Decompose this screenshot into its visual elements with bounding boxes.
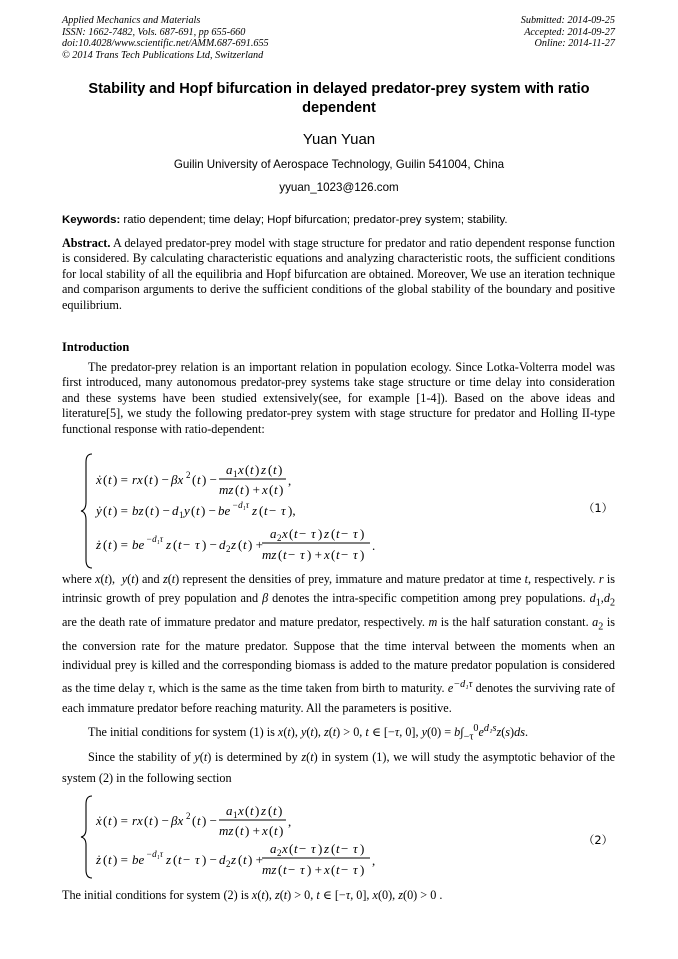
svg-text:(: (: [245, 462, 250, 477]
svg-text:t: t: [336, 841, 340, 856]
svg-text:(: (: [269, 823, 274, 838]
keywords: [62, 214, 616, 226]
svg-text:2: 2: [226, 859, 231, 869]
svg-text:τ: τ: [353, 526, 358, 541]
svg-text:y: y: [184, 503, 190, 518]
abstract-label: Abstract.: [62, 236, 111, 250]
svg-text:z: z: [324, 526, 330, 541]
svg-text:−d₁τ: −d₁τ: [146, 849, 163, 859]
svg-text:be: be: [132, 852, 145, 867]
svg-text:d: d: [219, 852, 226, 867]
svg-text:−: −: [341, 862, 349, 877]
author-affiliation: Guilin University of Aerospace Technology, Guilin 541004, China: [173, 158, 505, 171]
svg-text:2: 2: [277, 533, 282, 543]
online-date: Online: 2014-11-27: [534, 38, 615, 50]
svg-text:x: x: [324, 547, 330, 562]
svg-text:): ): [360, 841, 365, 856]
svg-text:(: (: [289, 841, 294, 856]
equation-system-2: [78, 794, 388, 880]
svg-text:(: (: [245, 803, 250, 818]
svg-text:(: (: [269, 482, 274, 497]
svg-text:) +: ) +: [248, 537, 263, 552]
svg-text:t: t: [149, 472, 153, 487]
svg-text:βx: βx: [171, 813, 184, 828]
svg-text:t: t: [108, 537, 112, 552]
svg-text:(: (: [235, 482, 240, 497]
svg-text:−: −: [341, 547, 349, 562]
text-run: where: [62, 572, 92, 586]
svg-text:be: be: [218, 503, 231, 518]
svg-text:τ: τ: [353, 547, 358, 562]
svg-text:) =: ) =: [113, 472, 128, 487]
svg-text:−: −: [341, 526, 349, 541]
svg-text:,: ,: [288, 814, 292, 829]
svg-text:2: 2: [277, 848, 282, 858]
svg-text:(: (: [331, 526, 336, 541]
svg-text:t: t: [336, 547, 340, 562]
svg-text:−d₁τ: −d₁τ: [232, 500, 249, 510]
text-run: denotes the intra-specific competition among prey populations.: [272, 591, 586, 606]
abstract-text: A delayed predator-prey model with stage structure for predator and ratio dependent response function is considered. By calculating characteristic equations and analyzing characteristic roots, the sufficient conditions for local stability of all the equilibria and Hopf bifurcation are obtained. Moreover, We use an iteration technique and comparison arguments to derive the sufficient conditions of the global stability of the boundary and positive equilibrium.: [62, 236, 615, 312]
svg-text:2: 2: [186, 470, 191, 480]
svg-text:−: −: [288, 862, 296, 877]
svg-text:τ: τ: [300, 547, 305, 562]
svg-text:) −: ) −: [155, 503, 170, 518]
svg-text:mz: mz: [262, 862, 277, 877]
svg-text:t: t: [197, 472, 201, 487]
svg-text:z: z: [252, 503, 258, 518]
svg-text:) −: ) −: [202, 852, 217, 867]
svg-text:) −: ) −: [154, 472, 169, 487]
author-name: Yuan Yuan: [302, 131, 376, 148]
svg-text:1: 1: [233, 469, 238, 479]
abstract: [62, 236, 615, 313]
svg-text:z: z: [261, 462, 267, 477]
svg-text:): ): [318, 526, 323, 541]
svg-text:(: (: [103, 852, 108, 867]
accepted-date: Accepted: 2014-09-27: [524, 26, 615, 38]
author-email: yyuan_1023@126.com: [279, 181, 399, 194]
svg-text:) =: ) =: [113, 503, 128, 518]
equation-number-2: （2）: [583, 833, 614, 847]
svg-text:z: z: [166, 852, 172, 867]
svg-text:t: t: [108, 503, 112, 518]
svg-text:t: t: [283, 547, 287, 562]
svg-text:t: t: [274, 823, 278, 838]
svg-text:z: z: [166, 537, 172, 552]
svg-text:x: x: [238, 803, 244, 818]
svg-text:(: (: [289, 526, 294, 541]
svg-text:ẏ: ẏ: [96, 503, 102, 518]
svg-text:(: (: [103, 503, 108, 518]
text-run: Since the stability of: [88, 750, 191, 764]
svg-text:x: x: [262, 823, 268, 838]
text-run: The initial conditions for system (2) is: [62, 888, 249, 902]
svg-text:(: (: [268, 462, 273, 477]
svg-text:) =: ) =: [113, 852, 128, 867]
equation-system-1: [78, 452, 388, 570]
svg-text:mz: mz: [262, 547, 277, 562]
svg-text:t: t: [196, 503, 200, 518]
svg-text:t: t: [149, 813, 153, 828]
svg-text:(: (: [192, 813, 197, 828]
svg-text:t: t: [283, 862, 287, 877]
svg-text:2: 2: [186, 811, 191, 821]
svg-text:(: (: [103, 472, 108, 487]
svg-text:τ: τ: [311, 526, 316, 541]
svg-text:t: t: [250, 462, 254, 477]
svg-text:a: a: [270, 526, 277, 541]
variable-definitions-paragraph: where x(t), y(t) and z(t) represent the densities of prey, immature and mature predator at time t, respectively. r is intrinsic growth of prey population and β denotes the intra-specific competition among prey populations. $d_1,d_2$ are the death rate of immature predator and mature predator, respectively. m is the half saturation constant. $a_2$ is the conversion rate for the mature predator. Suppose that the time interval between the moments when an individual prey is killed and the corresponding biomass is added to the mature predator population is considered as the time delay τ, which is the same as the time taken from birth to maturity. $e^{-d_1\tau}$ denotes the surviving rate of each immature predator before reaching maturity. All the parameters is positive.: [62, 572, 616, 715]
svg-text:t: t: [240, 482, 244, 497]
svg-text:ẋ: ẋ: [96, 813, 102, 828]
text-run: which is the same as the time taken from birth to maturity.: [158, 681, 445, 696]
svg-text:t: t: [108, 813, 112, 828]
introduction-paragraph: The predator-prey relation is an important relation in population ecology. Since Lotka-Volterra model was first introduced, many autonomous predator-prey systems take stage structure or time delay into consideration and these systems have been studied extensively(see, for example [1-4]). Based on the above ideas and literature[5], we study the following predator-prey system with stage structure for predator and Holling II-type functional response with ratio-dependent:: [62, 360, 615, 436]
svg-text:,: ,: [372, 853, 376, 868]
svg-text:): ): [360, 526, 365, 541]
text-run: in system (1), we will study the asymptotic behavior of the system (2) in the following section: [62, 750, 616, 785]
svg-text:z: z: [324, 841, 330, 856]
svg-text:t: t: [273, 462, 277, 477]
svg-text:(: (: [173, 852, 178, 867]
svg-text:(: (: [331, 862, 336, 877]
svg-text:t: t: [243, 537, 247, 552]
svg-text:) −: ) −: [202, 813, 217, 828]
svg-text:a: a: [270, 841, 277, 856]
svg-text:) +: ) +: [248, 852, 263, 867]
text-run: is the conversion rate for the mature predator. Suppose that the time interval between the moments when an individual prey is killed and the corresponding biomass is added to the mature predator population is considered as the time delay: [62, 615, 615, 696]
journal-issn: ISSN: 1662-7482, Vols. 687-691, pp 655-660: [62, 26, 246, 38]
svg-text:ẋ: ẋ: [96, 472, 102, 487]
svg-text:rx: rx: [132, 472, 143, 487]
svg-text:(: (: [103, 813, 108, 828]
svg-text:d: d: [172, 503, 179, 518]
svg-text:) =: ) =: [113, 537, 128, 552]
keywords-text: ratio dependent; time delay; Hopf bifurcation; predator-prey system; stability.: [123, 214, 508, 226]
journal-copyright: © 2014 Trans Tech Publications Ltd, Switzerland: [62, 49, 264, 61]
text-run: and: [142, 572, 160, 586]
svg-text:τ: τ: [195, 852, 200, 867]
svg-text:) =: ) =: [113, 813, 128, 828]
journal-name: Applied Mechanics and Materials: [62, 15, 201, 26]
svg-text:t: t: [178, 537, 182, 552]
svg-text:x: x: [262, 482, 268, 497]
svg-text:): ): [360, 547, 365, 562]
svg-text:(: (: [144, 472, 149, 487]
svg-text:x: x: [238, 462, 244, 477]
svg-text:a: a: [226, 803, 233, 818]
svg-text:): ): [278, 803, 283, 818]
svg-text:) +: ) +: [307, 862, 322, 877]
text-run: are the death rate of immature predator and mature predator, respectively.: [62, 615, 425, 630]
text-run: represent the densities of prey, immature and mature predator at time: [182, 572, 522, 586]
svg-text:(: (: [144, 813, 149, 828]
equation-number-1: （1）: [583, 501, 614, 515]
svg-text:) −: ) −: [154, 813, 169, 828]
svg-text:t: t: [240, 823, 244, 838]
svg-text:) −: ) −: [201, 503, 216, 518]
svg-text:,: ,: [288, 473, 292, 488]
svg-text:t: t: [108, 472, 112, 487]
paper-title: Stability and Hopf bifurcation in delayed predator-prey system with ratio dependent: [88, 81, 590, 116]
svg-text:−: −: [299, 526, 307, 541]
svg-text:): ): [278, 462, 283, 477]
svg-text:): ): [255, 803, 260, 818]
svg-text:): ): [279, 482, 284, 497]
section-heading-introduction: Introduction: [62, 340, 130, 354]
svg-text:−: −: [299, 841, 307, 856]
svg-text:(: (: [268, 803, 273, 818]
svg-text:τ: τ: [353, 841, 358, 856]
svg-text:τ: τ: [311, 841, 316, 856]
svg-text:1: 1: [233, 810, 238, 820]
text-run: is the half saturation constant.: [440, 615, 589, 630]
svg-text:t: t: [243, 852, 247, 867]
svg-text:t: t: [150, 503, 154, 518]
svg-text:t: t: [264, 503, 268, 518]
svg-text:z: z: [231, 537, 237, 552]
svg-text:mz: mz: [219, 482, 234, 497]
svg-text:t: t: [250, 803, 254, 818]
svg-text:) −: ) −: [202, 472, 217, 487]
svg-text:ż: ż: [96, 537, 102, 552]
text-run: is determined by: [215, 750, 298, 764]
svg-text:): ): [360, 862, 365, 877]
svg-text:(: (: [191, 503, 196, 518]
svg-text:−: −: [183, 852, 191, 867]
text-run: The initial conditions for system (1) is: [88, 725, 275, 740]
svg-text:) +: ) +: [307, 547, 322, 562]
svg-text:(: (: [192, 472, 197, 487]
svg-text:τ: τ: [281, 503, 286, 518]
svg-text:(: (: [259, 503, 264, 518]
publication-dates: [521, 15, 615, 50]
svg-text:t: t: [197, 813, 201, 828]
svg-text:(: (: [235, 823, 240, 838]
svg-text:t: t: [294, 841, 298, 856]
text-run: respectively.: [534, 572, 596, 586]
svg-text:): ): [279, 823, 284, 838]
svg-text:x: x: [282, 526, 288, 541]
svg-text:),: ),: [288, 503, 296, 518]
svg-text:t: t: [274, 482, 278, 497]
svg-text:x: x: [324, 862, 330, 877]
svg-text:z: z: [261, 803, 267, 818]
svg-text:βx: βx: [171, 472, 184, 487]
text-run: is intrinsic growth of prey population and: [62, 572, 616, 606]
initial-conditions-1: The initial conditions for system (1) is x(t), y(t), z(t) > 0, t ∈ [−τ, 0], $y(0) = b\int_{-\tau}^0e^{d_1s}z(s)ds$.: [88, 723, 528, 743]
svg-text:1: 1: [179, 510, 184, 520]
svg-text:a: a: [226, 462, 233, 477]
svg-text:d: d: [219, 537, 226, 552]
svg-text:(: (: [278, 862, 283, 877]
svg-text:−: −: [183, 537, 191, 552]
svg-text:(: (: [173, 537, 178, 552]
svg-text:−: −: [288, 547, 296, 562]
svg-text:2: 2: [226, 544, 231, 554]
svg-text:): ): [318, 841, 323, 856]
svg-text:mz: mz: [219, 823, 234, 838]
svg-text:ż: ż: [96, 852, 102, 867]
journal-info: [62, 15, 269, 61]
svg-text:(: (: [145, 503, 150, 518]
svg-text:t: t: [336, 526, 340, 541]
keywords-label: Keywords:: [62, 214, 121, 226]
svg-text:bz: bz: [132, 503, 144, 518]
svg-text:): ): [255, 462, 260, 477]
journal-doi: doi:10.4028/www.scientific.net/AMM.687-691.655: [62, 38, 269, 50]
svg-text:τ: τ: [353, 862, 358, 877]
svg-text:t: t: [273, 803, 277, 818]
svg-text:t: t: [108, 852, 112, 867]
svg-text:rx: rx: [132, 813, 143, 828]
initial-conditions-2: The initial conditions for system (2) is x(t), z(t) > 0, t ∈ [−τ, 0], x(0), z(0) > 0 .: [62, 888, 443, 902]
stability-paragraph: Since the stability of y(t) is determined by z(t) in system (1), we will study the asymptotic behavior of the system (2) in the following section: [62, 750, 616, 785]
svg-text:) +: ) +: [245, 482, 260, 497]
svg-text:t: t: [294, 526, 298, 541]
svg-text:.: .: [372, 538, 376, 553]
svg-text:(: (: [238, 537, 243, 552]
svg-text:z: z: [231, 852, 237, 867]
svg-text:t: t: [336, 862, 340, 877]
text-run: denotes the surviving rate of each immature predator before reaching maturity. All the parameters is positive.: [62, 681, 616, 715]
svg-text:x: x: [282, 841, 288, 856]
svg-text:be: be: [132, 537, 145, 552]
svg-text:−: −: [269, 503, 277, 518]
submitted-date: Submitted: 2014-09-25: [520, 15, 615, 26]
svg-text:) −: ) −: [202, 537, 217, 552]
svg-text:) +: ) +: [245, 823, 260, 838]
svg-text:τ: τ: [195, 537, 200, 552]
svg-text:(: (: [238, 852, 243, 867]
svg-text:−: −: [341, 841, 349, 856]
svg-text:(: (: [331, 841, 336, 856]
svg-text:t: t: [178, 852, 182, 867]
svg-text:τ: τ: [300, 862, 305, 877]
svg-text:(: (: [278, 547, 283, 562]
svg-text:(: (: [103, 537, 108, 552]
svg-text:−d₁τ: −d₁τ: [146, 534, 163, 544]
svg-text:(: (: [331, 547, 336, 562]
